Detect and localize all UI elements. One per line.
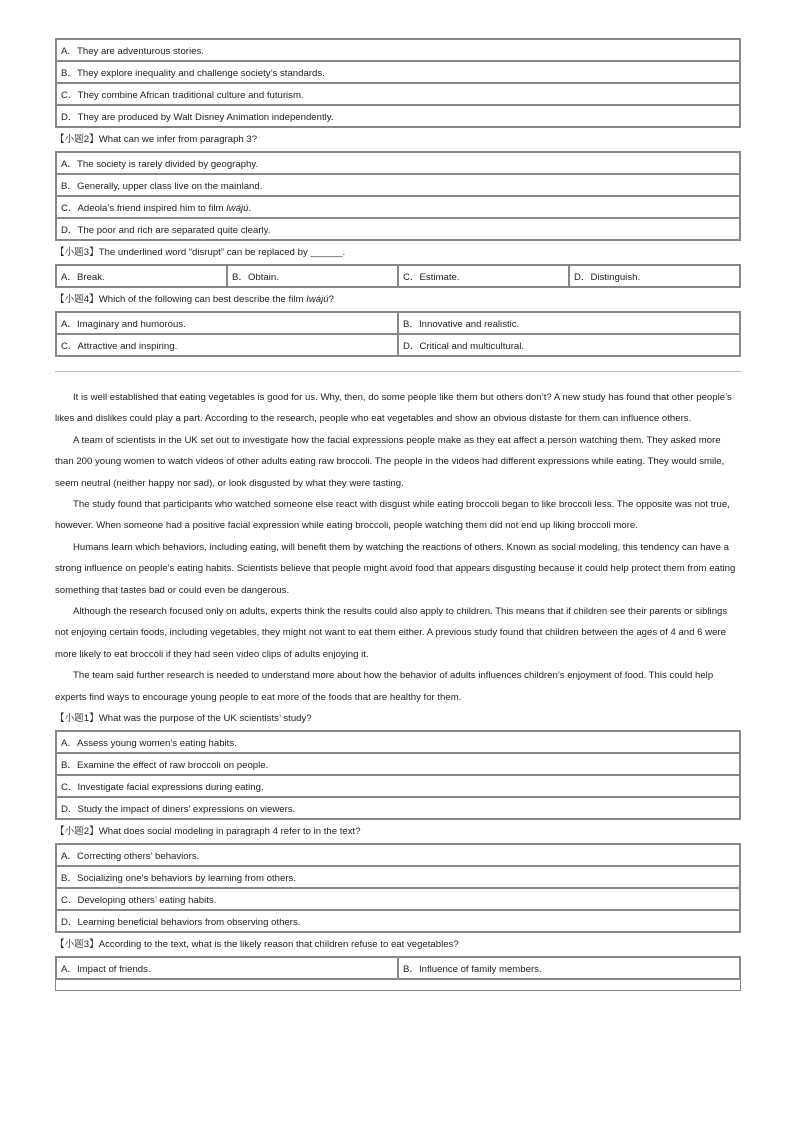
passage-paragraph-4: Humans learn which behaviors, including eating, will benefit them by watching the reactions of others. Known as social modeling, this tendency can have a strong influence on people’s eating habits. Scientists believe that people might avoid food that appears disgusting because it could help protect them from eating something that tastes bad or could even be dangerous. (55, 541, 736, 596)
s2-q1-option-b[interactable]: B．Examine the effect of raw broccoli on people. (56, 753, 740, 775)
s1-q3-option-b[interactable]: B．Obtain. (227, 265, 398, 287)
s1-q1-options (55, 38, 741, 128)
s1-q4-stem: 【小题4】Which of the following can best describe the film Iwájú? (55, 294, 334, 305)
s2-q1-option-c[interactable]: C．Investigate facial expressions during eating. (56, 775, 740, 797)
s2-q2-option-a[interactable]: A．Correcting others’ behaviors. (56, 844, 740, 866)
table-continuation (55, 980, 741, 991)
s2-q2-option-b[interactable]: B．Socializing one’s behaviors by learning from others. (56, 866, 740, 888)
passage-paragraph-5: Although the research focused only on adults, experts think the results could also apply to children. This means that if children see their parents or siblings not enjoying certain foods, including vegetables, they might not want to eat them either. A previous study found that children between the ages of 4 and 6 were more likely to eat broccoli if they had seen video clips of adults enjoying it. (55, 606, 728, 660)
s1-q2-options (55, 151, 741, 241)
s1-q4-option-d[interactable]: D．Critical and multicultural. (398, 334, 740, 356)
s2-q2-option-d[interactable]: D．Learning beneficial behaviors from observing others. (56, 910, 740, 932)
passage-paragraph-2: A team of scientists in the UK set out to investigate how the facial expressions people make as they eat affect a person watching them. They asked more than 200 young women to watch videos of other adults eating raw broccoli. The people in the videos had different expressions while eating. They would smile, seem neutral (neither happy nor sad), or look disgusted by what they were tasting. (55, 434, 725, 489)
s1-q2-stem: 【小题2】What can we infer from paragraph 3? (55, 134, 258, 145)
passage-paragraph-1: It is well established that eating vegetables is good for us. Why, then, do some people like them but others don’t? A new study has found that other people’s likes and dislikes could play a part. According to the research, people who eat vegetables and show an obvious distaste for them can influence others. (55, 392, 732, 425)
s1-q1-option-c[interactable]: C．They combine African traditional culture and futurism. (56, 83, 740, 105)
reading-passage (55, 387, 741, 708)
s1-q3-stem: 【小题3】The underlined word “disrupt” can be replaced by ______. (55, 247, 346, 258)
s1-q2-option-a[interactable]: A．The society is rarely divided by geography. (56, 152, 740, 174)
s2-q1-option-a[interactable]: A．Assess young women’s eating habits. (56, 731, 740, 753)
s2-q2-stem: 【小题2】What does social modeling in paragraph 4 refer to in the text? (55, 826, 361, 838)
document-page (55, 38, 741, 991)
s1-q4-option-b[interactable]: B．Innovative and realistic. (398, 312, 740, 334)
passage-paragraph-6: The team said further research is needed to understand more about how the behavior of adults influences children’s enjoyment of food. This could help experts find ways to encourage young people to eat more of the foods that are healthy for them. (55, 670, 714, 703)
s2-q2-options (55, 843, 741, 933)
s1-q2-option-c[interactable]: C．Adeola’s friend inspired him to film Iwájú. (56, 196, 740, 218)
s2-q2-option-c[interactable]: C．Developing others’ eating habits. (56, 888, 740, 910)
s1-q4-option-a[interactable]: A．Imaginary and humorous. (56, 312, 398, 334)
s1-q2-option-b[interactable]: B．Generally, upper class live on the mainland. (56, 174, 740, 196)
section-divider (55, 371, 741, 372)
s2-q1-option-d[interactable]: D．Study the impact of diners’ expressions on viewers. (56, 797, 740, 819)
s2-q3-option-b[interactable]: B．Influence of family members. (398, 957, 740, 979)
s2-q3-option-a[interactable]: A．Impact of friends. (56, 957, 398, 979)
s2-q3-stem: 【小题3】According to the text, what is the likely reason that children refuse to eat vegetables? (55, 939, 459, 951)
s1-q3-options (55, 264, 741, 288)
s1-q1-option-b[interactable]: B．They explore inequality and challenge society’s standards. (56, 61, 740, 83)
s2-q1-options (55, 730, 741, 820)
s1-q1-option-d[interactable]: D．They are produced by Walt Disney Animation independently. (56, 105, 740, 127)
s2-q3-options (55, 956, 741, 980)
s2-q1-stem: 【小题1】What was the purpose of the UK scientists’ study? (55, 713, 312, 725)
s1-q2-option-d[interactable]: D．The poor and rich are separated quite clearly. (56, 218, 740, 240)
passage-paragraph-3: The study found that participants who watched someone else react with disgust while eating broccoli began to like broccoli less. The opposite was not true, however. When someone had a positive facial expression while eating broccoli, people watching them did not end up liking broccoli more. (55, 499, 730, 532)
s1-q1-option-a[interactable]: A．They are adventurous stories. (56, 39, 740, 61)
s1-q3-option-c[interactable]: C．Estimate. (398, 265, 569, 287)
s1-q4-options (55, 311, 741, 357)
s1-q3-option-a[interactable]: A．Break. (56, 265, 227, 287)
s1-q4-option-c[interactable]: C．Attractive and inspiring. (56, 334, 398, 356)
s1-q3-option-d[interactable]: D．Distinguish. (569, 265, 740, 287)
